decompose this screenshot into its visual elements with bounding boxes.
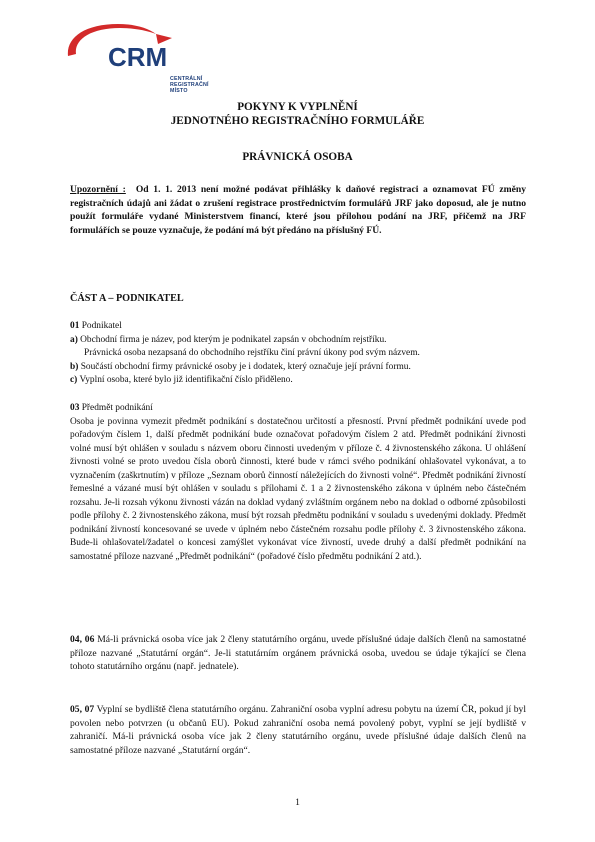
p01-a2-text: Právnická osoba nezapsaná do obchodního rejstříku činí právní úkony pod svým názvem.	[84, 348, 420, 358]
p01-b-text: Součástí obchodní firmy právnické osoby je i dodatek, který označuje její právní formu.	[80, 361, 411, 372]
paragraph-05-07	[70, 703, 526, 757]
p01-c-text: Vyplní osoba, které bylo již identifikační číslo přiděleno.	[79, 375, 293, 385]
p03-heading: Předmět podnikání	[81, 403, 153, 413]
page-number: 1	[295, 797, 300, 808]
logo-subtitle-line1: CENTRÁLNÍ	[170, 76, 203, 82]
notice-label: Upozornění :	[70, 184, 126, 195]
paragraph-04-06	[70, 633, 526, 674]
crm-logo-icon	[60, 16, 180, 82]
p03-text: Osoba je povinna vymezit předmět podnikání s dostatečnou určitostí a přesností. První předmět podnikání uvede pod pořadovým číslem 1, další předmět podnikání bude označovat pořadovým číslem 2 atd. Předmět podnikání živnosti volné musí být ohlášen v souladu s názvem oboru činnosti uvedeným v příloze č. 4 živnostenského zákona. U ohlášení živnosti volné se proto uvedou čísla oborů činnosti, které bude v rámci svého podnikání ohlašovatel vykonávat, a to vyznačením (zaškrtnutím) v příloze „Seznam oborů činností náležejících do živnosti volné“. Předmět podnikání živností řemeslné a vázané musí být ohlášen v souladu s přílohami č. 1 a 2 živnostenského zákona v úplném nebo částečném rozsahu. Je-li rozsah výkonu živnosti vázán na doklad vydaný zvláštním orgánem nebo na doklad o odborné způsobilosti podle přílohy č. 2 živnostenského zákona, musí být rozsah předmětu podnikání v souladu s uvedenými doklady. Předmět podnikání živností koncesované se uvede v úplném nebo částečném rozsahu podle přílohy č. 3 živnostenského zákona. Bude-li ohlašovatel/žadatel o koncesi zamýšlet vykonávat více živností, uvede druhý a další předmět podnikání na samostatné příloze nazvané „Předmět podnikání“ (pořadové číslo předmětu podnikání 2 atd.).	[70, 416, 526, 562]
p01-heading: Podnikatel	[81, 321, 122, 331]
p01-a-text: Obchodní firma je název, pod kterým je podnikatel zapsán v obchodním rejstříku.	[80, 334, 387, 345]
paragraph-03	[70, 402, 540, 564]
p04-text: Má-li právnická osoba více jak 2 členy statutárního orgánu, uvede příslušné údaje dalších členů na samostatné příloze nazvané „Statutární orgán“. Je-li statutárním orgánem právnická osoba, uvedou se údaje týkající se člena tohoto statutárního orgánu (např. jednatele).	[70, 634, 526, 673]
p04-number: 04, 06	[70, 634, 95, 645]
p05-text: Vyplní se bydliště člena statutárního orgánu. Zahraniční osoba vyplní adresu pobytu na území ČR, pokud jí byl povolen nebo potvrzen (u občanů EU). Pokud zahraniční osoba nemá povolený pobyt, vyplní se její bydliště v zahraničí. Má-li právnická osoba více jak 2 členy statutárního orgánu, uvede příslušné údaje dalších členů na samostatné příloze nazvané „Statutární orgán“.	[70, 704, 526, 756]
section-heading: ČÁST A – PODNIKATEL	[70, 293, 184, 304]
p05-number: 05, 07	[70, 704, 95, 715]
p03-number: 03	[70, 403, 80, 413]
p01-number: 01	[70, 321, 80, 331]
logo-subtitle	[170, 77, 209, 94]
title-line-3: PRÁVNICKÁ OSOBA	[242, 151, 353, 163]
crm-logo	[60, 16, 209, 94]
p01-b-key: b)	[70, 361, 79, 372]
p01-a-key: a)	[70, 334, 78, 345]
title-line-1: POKYNY K VYPLNĚNÍ	[237, 101, 358, 113]
logo-subtitle-line2: REGISTRAČNÍ MÍSTO	[170, 81, 209, 94]
paragraph-01	[70, 320, 540, 388]
p01-c-key: c)	[70, 375, 78, 385]
title-line-2: JEDNOTNÉHO REGISTRAČNÍHO FORMULÁŘE	[170, 115, 425, 127]
logo-text: CRM	[108, 42, 168, 72]
notice-text: Od 1. 1. 2013 není možné podávat přihlášky k daňové registraci a oznamovat FÚ změny registračních údajů ani žádat o zrušení registrace prostřednictvím formulářů JRF jako doposud, ale je nutno použít formuláře vydané Ministerstvem financí, které jsou přílohou podání na JRF, přičemž na JRF formulářích se pouze vyznačuje, že podání má být předáno na příslušný FÚ.	[70, 184, 526, 236]
notice-paragraph	[70, 183, 526, 237]
